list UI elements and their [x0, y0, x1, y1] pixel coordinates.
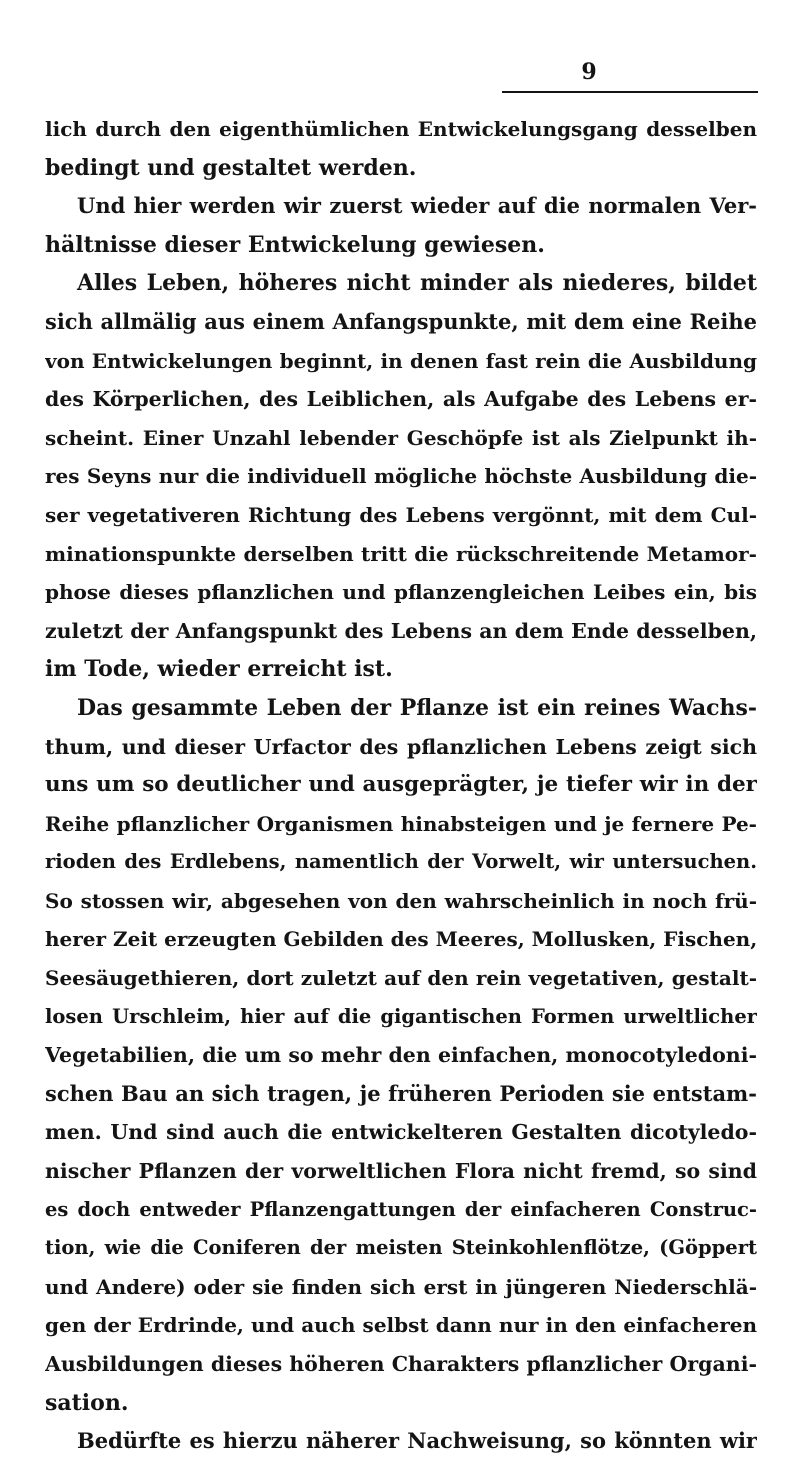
text-line: So stossen wir, abgesehen von den wahrscheinlich in noch frü-	[45, 888, 757, 913]
text-line: Bedürfte es hierzu näherer Nachweisung, so könnten wir	[77, 1428, 757, 1454]
text-line: res Seyns nur die individuell mögliche höchste Ausbildung die-	[45, 464, 757, 489]
text-line: men. Und sind auch die entwickelteren Gestalten dicotyledo-	[45, 1120, 757, 1145]
text-line: schen Bau an sich tragen, je früheren Perioden sie entstam-	[45, 1080, 757, 1106]
text-line: minationspunkte derselben tritt die rückschreitende Metamor-	[45, 541, 757, 566]
text-line: hältnisse dieser Entwickelung gewiesen.	[45, 231, 545, 258]
text-line: es doch entweder Pflanzengattungen der einfacheren Construc-	[45, 1197, 757, 1221]
text-line: losen Urschleim, hier auf die gigantischen Formen urweltlicher	[45, 1004, 757, 1028]
text-line: uns um so deutlicher und ausgeprägter, je tiefer wir in der	[45, 772, 757, 798]
text-line: Reihe pflanzlicher Organismen hinabsteigen und je fernere Pe-	[45, 811, 757, 836]
text-line: tion, wie die Coniferen der meisten Steinkohlenflötze, (Göppert	[45, 1236, 757, 1260]
header-rule	[502, 91, 758, 93]
text-line: Und hier werden wir zuerst wieder auf die normalen Ver-	[77, 193, 757, 219]
text-line: ser vegetativeren Richtung des Lebens vergönnt, mit dem Cul-	[45, 502, 757, 527]
text-line: thum, und dieser Urfactor des pflanzlichen Lebens zeigt sich	[45, 734, 757, 759]
page-number: 9	[581, 59, 597, 85]
text-line: bedingt und gestaltet werden.	[45, 154, 417, 181]
text-line: Alles Leben, höheres nicht minder als niederes, bildet	[77, 270, 757, 297]
text-line: scheint. Einer Unzahl lebender Geschöpfe ist als Zielpunkt ih-	[45, 425, 757, 450]
text-line: Ausbildungen dieses höheren Charakters pflanzlicher Organi-	[45, 1352, 757, 1376]
text-line: im Tode, wieder erreicht ist.	[45, 656, 393, 683]
text-line: und Andere) oder sie finden sich erst in jüngeren Niederschlä-	[45, 1274, 757, 1299]
text-line: phose dieses pflanzlichen und pflanzengleichen Leibes ein, bis	[45, 580, 757, 605]
text-line: nischer Pflanzen der vorweltlichen Flora nicht fremd, so sind	[45, 1159, 757, 1184]
text-line: Das gesammte Leben der Pflanze ist ein reines Wachs-	[77, 694, 757, 721]
body-text	[45, 110, 757, 1461]
text-line: sich allmälig aus einem Anfangspunkte, mit dem eine Reihe	[45, 308, 757, 334]
text-line: Seesäugethieren, dort zuletzt auf den rein vegetativen, gestalt-	[45, 966, 757, 991]
text-line: von Entwickelungen beginnt, in denen fast rein die Ausbildung	[45, 348, 757, 373]
text-line: gen der Erdrinde, und auch selbst dann nur in den einfacheren	[45, 1313, 757, 1338]
text-line: zuletzt der Anfangspunkt des Lebens an dem Ende desselben,	[45, 618, 757, 643]
text-line: des Körperlichen, des Leiblichen, als Aufgabe des Lebens er-	[45, 387, 757, 412]
text-line: sation.	[45, 1389, 129, 1416]
text-line: rioden des Erdlebens, namentlich der Vorwelt, wir untersuchen.	[45, 850, 757, 874]
text-line: Vegetabilien, die um so mehr den einfachen, monocotyledoni-	[45, 1043, 757, 1068]
text-line: herer Zeit erzeugten Gebilden des Meeres, Mollusken, Fischen,	[45, 927, 757, 952]
text-line: lich durch den eigenthümlichen Entwickelungsgang desselben	[45, 117, 757, 141]
